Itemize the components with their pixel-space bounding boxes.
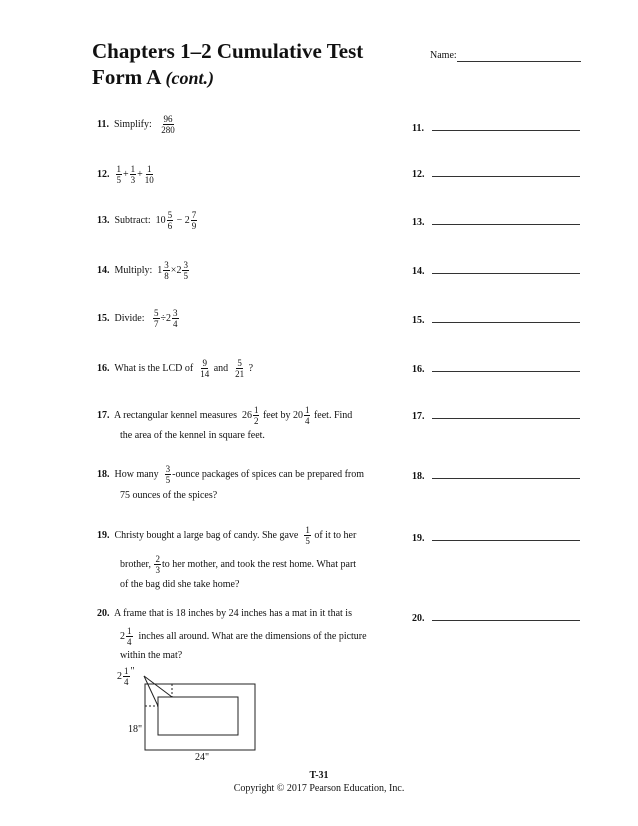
question-number: 11. (97, 118, 109, 130)
page-title (92, 38, 363, 91)
question-label: Divide: (114, 312, 145, 324)
fraction: $\frac{5}{7}$ (154, 308, 159, 329)
answer-13[interactable]: 13. (412, 214, 580, 229)
width-label: 24" (195, 752, 210, 763)
answer-11[interactable]: 11. (412, 120, 580, 135)
question-label: Subtract: (114, 214, 151, 226)
pointer-line (144, 676, 172, 697)
name-line[interactable] (457, 51, 581, 62)
answer-19[interactable]: 19. (412, 530, 580, 545)
fraction: $\frac{2}{3}$ (155, 554, 160, 575)
question-number: 16. (97, 362, 110, 374)
question-18-line2: 75 ounces of the spices? (120, 490, 218, 501)
answer-16[interactable]: 16. (412, 361, 580, 376)
question-15: 15. Divide: $\frac{5}{7}$ ÷2 $\frac{3}{4}$ (97, 308, 178, 329)
fraction: $\frac{3}{5}$ (165, 464, 171, 485)
question-13: 13. Subtract: 10 $\frac{5}{6}$ − 2 $\frac{7}{9}$ (97, 210, 197, 231)
question-20-line2: 2 $\frac{1}{4}$ inches all around. What are the dimensions of the picture (120, 626, 367, 647)
question-20: 20. A frame that is 18 inches by 24 inches has a mat in it that is (97, 608, 352, 619)
fraction: $\frac{3}{5}$ (183, 260, 188, 281)
title-cont: (cont.) (165, 68, 214, 88)
answer-17[interactable]: 17. (412, 408, 580, 423)
fraction: $\frac{1}{2}$ (253, 405, 259, 426)
question-label: Simplify: (113, 118, 152, 130)
fraction: $\frac{1}{10}$ (144, 164, 154, 185)
name-label: Name: (430, 50, 457, 61)
fraction: $\frac{1}{4}$ (304, 405, 310, 426)
fraction: $\frac{96}{280}$ (161, 114, 175, 135)
question-number: 13. (97, 214, 110, 226)
question-number: 14. (97, 264, 110, 276)
question-18: 18. How many $\frac{3}{5}$ -ounce packages of spices can be prepared from (97, 464, 365, 485)
answer-15[interactable]: 15. (412, 312, 580, 327)
question-19-line2: brother, $\frac{2}{3}$ to her mother, and took the rest home. What part (120, 554, 357, 575)
copyright: Copyright © 2017 Pearson Education, Inc. (233, 783, 405, 794)
question-20-line3: within the mat? (120, 650, 183, 661)
question-19-line3: of the bag did she take home? (120, 579, 240, 590)
fraction: $\frac{5}{21}$ (235, 358, 245, 379)
fraction: $\frac{7}{9}$ (191, 210, 197, 231)
fraction: $\frac{9}{14}$ (200, 358, 210, 379)
fraction: $\frac{3}{4}$ (173, 308, 178, 329)
question-number: 18. (97, 468, 110, 480)
question-label: Multiply: (114, 264, 153, 276)
fraction: $\frac{1}{4}$ (127, 626, 132, 647)
mat-inner (158, 697, 238, 735)
question-19: 19. Christy bought a large bag of candy. She gave $\frac{1}{5}$ of it to her (97, 525, 357, 546)
height-label: 18" (128, 724, 143, 735)
title-line-1: Chapters 1–2 Cumulative Test (92, 39, 364, 63)
title-form: Form A (92, 65, 161, 89)
answer-12[interactable]: 12. (412, 166, 580, 181)
question-12: 12. $\frac{1}{5}$ + $\frac{1}{3}$ + $\frac{1}{10}$ (97, 164, 154, 185)
name-field[interactable] (430, 50, 581, 62)
fraction: $\frac{1}{5}$ (305, 525, 310, 546)
question-16: 16. What is the LCD of $\frac{9}{14}$ and $\frac{5}{21}$ ? (97, 358, 254, 379)
question-17-line2: the area of the kennel in square feet. (120, 430, 265, 441)
question-number: 17. (97, 409, 110, 421)
answer-20[interactable]: 20. (412, 610, 580, 625)
question-17: 17. A rectangular kennel measures 26 $\frac{1}{2}$ feet by 20 $\frac{1}{4}$ feet. Find (97, 405, 353, 426)
question-number: 12. (97, 168, 110, 180)
pointer-line (144, 676, 158, 706)
question-number: 15. (97, 312, 110, 324)
fraction: $\frac{3}{8}$ (164, 260, 169, 281)
mat-width-label: 2 $\frac{1}{4}$ " (117, 666, 135, 687)
question-number: 20. (97, 608, 110, 619)
question-11 (97, 114, 177, 135)
title-line-2 (92, 64, 363, 91)
page-number: T-31 (309, 770, 329, 781)
fraction: $\frac{1}{3}$ (130, 164, 136, 185)
answer-14[interactable]: 14. (412, 263, 580, 278)
question-number: 19. (97, 529, 110, 541)
fraction: $\frac{1}{4}$ (124, 666, 129, 687)
fraction: $\frac{5}{6}$ (167, 210, 173, 231)
question-14: 14. Multiply: 1 $\frac{3}{8}$ ×2 $\frac{3}{5}$ (97, 260, 188, 281)
fraction: $\frac{1}{5}$ (116, 164, 121, 185)
answer-18[interactable]: 18. (412, 468, 580, 483)
